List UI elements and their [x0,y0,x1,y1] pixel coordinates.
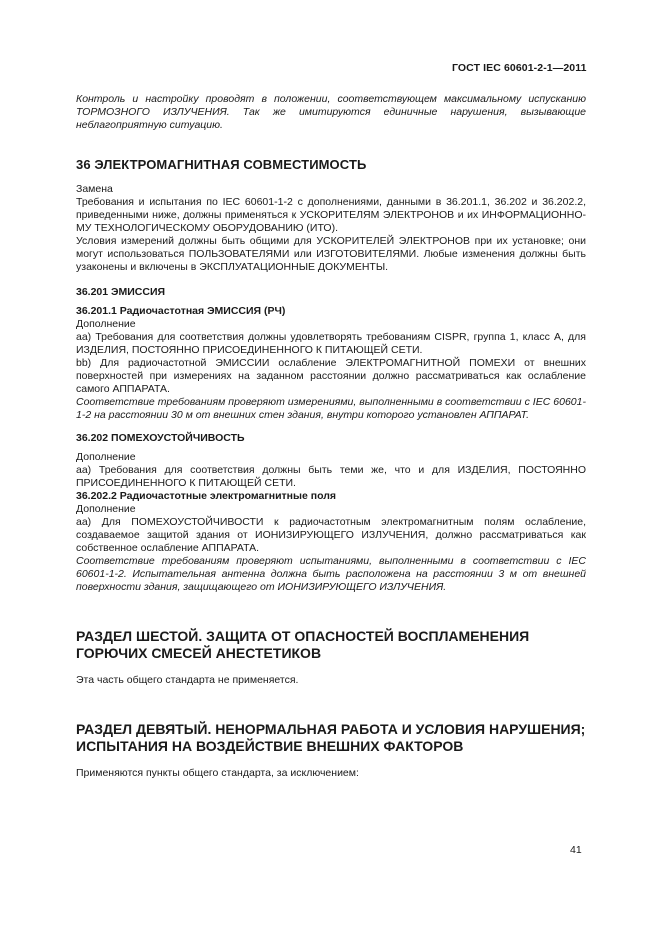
item-aa: аа) Требования для соответствия должны удовлетворять требованиям CISPR, группа 1, класс А, для ИЗДЕЛИЯ, ПОСТОЯННО ПРИСОЕДИНЕННОГО К ПИТАЮЩЕЙ СЕТИ. [76,331,586,356]
item-aa: аа) Требования для соответствия должны быть теми же, что и для ИЗДЕЛИЯ, ПОСТОЯННО ПРИСОЕДИНЕННОГО К ПИТАЮЩЕЙ СЕТИ. [76,464,586,489]
section-36-202-2-title: 36.202.2 Радиочастотные электромагнитные поля [76,490,337,502]
section-36-202-title: 36.202 ПОМЕХОУСТОЙЧИВОСТЬ [76,432,245,444]
part-9-text: Применяются пункты общего стандарта, за исключением: [76,767,359,779]
section-36-paragraph-1: Требования и испытания по IEC 60601-1-2 с дополнениями, данными в 36.201.1, 36.202 и 36.202.2, приведенными ниже, должны применяться к УСКОРИТЕЛЯМ ЭЛЕКТРОНОВ и их ИНФОРМАЦИОННО-МУ ТЕХНОЛОГИЧЕСКОМУ ОБОРУДОВАНИЮ (ИТО). [76,196,586,234]
section-36-201-title: 36.201 ЭМИССИЯ [76,286,166,298]
item-aa: аа) Для ПОМЕХОУСТОЙЧИВОСТИ к радиочастотным электромагнитным полям ослабление, создаваемое защитой здания от ИОНИЗИРУЮЩЕГО ИЗЛУЧЕНИЯ, должно рассматриваться как собственное ослабление АППАРАТА. [76,516,586,554]
addition-label: Дополнение [76,318,136,330]
compliance-check: Соответствие требованиям проверяют испытаниями, выполненными в соответствии с IEC 60601-1-2. Испытательная антенна должна быть расположена на расстоянии 3 м от внешней поверхности здания, защищающего от ИОНИЗИРУЮЩЕГО ИЗЛУЧЕНИЯ. [76,555,586,593]
part-6-text: Эта часть общего стандарта не применяется. [76,674,299,686]
addition-label: Дополнение [76,503,136,515]
page-number: 41 [570,844,582,856]
part-9-title: РАЗДЕЛ ДЕВЯТЫЙ. НЕНОРМАЛЬНАЯ РАБОТА И УСЛОВИЯ НАРУШЕНИЯ; ИСПЫТАНИЯ НА ВОЗДЕЙСТВИЕ ВНЕШНИХ ФАКТОРОВ [76,721,586,754]
intro-paragraph: Контроль и настройку проводят в положении, соответствующем максимальному испусканию ТОРМОЗНОГО ИЗЛУЧЕНИЯ. Так же имитируются единичные нарушения, вызывающие неблагоприятную ситуацию. [76,93,586,131]
standard-code: ГОСТ IEC 60601-2-1—2011 [452,62,587,74]
compliance-check: Соответствие требованиям проверяют измерениями, выполненными в соответствии с IEC 60601-1-2 на расстоянии 30 м от внешних стен здания, внутри которого установлен АППАРАТ. [76,396,586,421]
part-6-title: РАЗДЕЛ ШЕСТОЙ. ЗАЩИТА ОТ ОПАСНОСТЕЙ ВОСПЛАМЕНЕНИЯ ГОРЮЧИХ СМЕСЕЙ АНЕСТЕТИКОВ [76,628,530,661]
section-36-title: 36 ЭЛЕКТРОМАГНИТНАЯ СОВМЕСТИМОСТЬ [76,157,367,172]
replace-label: Замена [76,183,113,195]
item-bb: bb) Для радиочастотной ЭМИССИИ ослабление ЭЛЕКТРОМАГНИТНОЙ ПОМЕХИ от внешних поверхностей при измерениях на заданном расстоянии должно рассматриваться как ослабление самого АППАРАТА. [76,357,586,395]
section-36-201-1-title: 36.201.1 Радиочастотная ЭМИССИЯ (РЧ) [76,305,286,317]
addition-label: Дополнение [76,451,136,463]
section-36-paragraph-2: Условия измерений должны быть общими для УСКОРИТЕЛЕЙ ЭЛЕКТРОНОВ при их установке; они могут использоваться ПОЛЬЗОВАТЕЛЯМИ или ИЗГОТОВИТЕЛЯМИ. Любые изменения должны быть узаконены и включены в ЭКСПЛУАТАЦИОННЫЕ ДОКУМЕНТЫ. [76,235,586,273]
page-content [76,93,586,780]
